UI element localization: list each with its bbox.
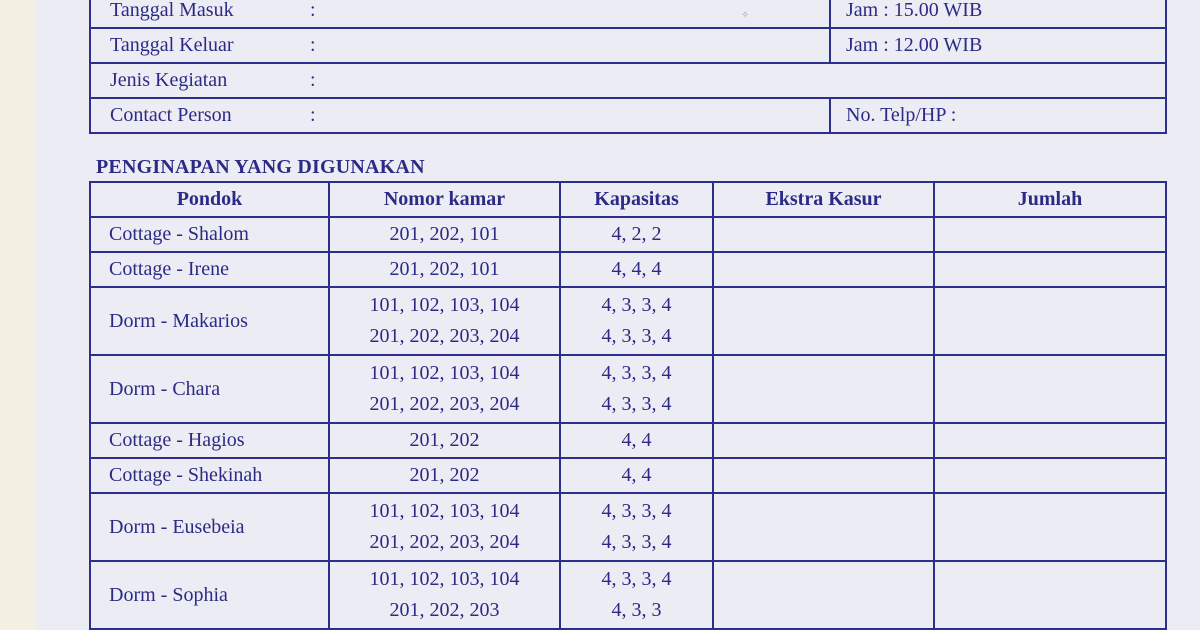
form-label: Tanggal Masuk — [110, 0, 234, 21]
kapasitas-cell — [560, 287, 713, 355]
pondok-cell: Cottage - Irene — [90, 252, 329, 287]
kamar-cell — [329, 458, 560, 493]
kamar-line: 201, 202, 203, 204 — [369, 393, 520, 415]
jumlah-cell — [934, 287, 1166, 355]
pondok-cell: Cottage - Hagios — [90, 423, 329, 458]
jumlah-cell — [934, 252, 1166, 287]
ekstra-kasur-cell — [713, 423, 934, 458]
ekstra-kasur-cell — [713, 493, 934, 561]
pondok-cell: Dorm - Sophia — [90, 561, 329, 629]
table-row — [90, 355, 1166, 423]
jumlah-cell — [934, 423, 1166, 458]
kamar-line: 201, 202, 203 — [389, 599, 500, 621]
form-right-cell: Jam : 12.00 WIB — [830, 28, 1166, 63]
pondok-cell: Dorm - Makarios — [90, 287, 329, 355]
form-separator: : — [310, 69, 316, 91]
header-kapasitas: Kapasitas — [560, 182, 713, 217]
table-row — [90, 217, 1166, 252]
table-row — [90, 493, 1166, 561]
kamar-line: 201, 202 — [409, 429, 480, 451]
kamar-cell — [329, 252, 560, 287]
ekstra-kasur-cell — [713, 561, 934, 629]
header-ekstra-kasur: Ekstra Kasur — [713, 182, 934, 217]
rooms-table — [89, 181, 1167, 630]
form-row-tanggal-masuk — [90, 0, 1166, 28]
header-jumlah: Jumlah — [934, 182, 1166, 217]
ekstra-kasur-cell — [713, 252, 934, 287]
ekstra-kasur-cell — [713, 217, 934, 252]
table-row — [90, 252, 1166, 287]
form-separator: : — [310, 104, 316, 126]
ekstra-kasur-cell — [713, 287, 934, 355]
rooms-header-row — [90, 182, 1166, 217]
kapasitas-line: 4, 3, 3, 4 — [601, 325, 672, 347]
table-row — [90, 287, 1166, 355]
kapasitas-line: 4, 3, 3 — [611, 599, 662, 621]
kamar-line: 101, 102, 103, 104 — [369, 568, 520, 590]
booking-form-table — [89, 0, 1167, 134]
kapasitas-line: 4, 4 — [621, 429, 652, 451]
form-row-tanggal-keluar — [90, 28, 1166, 63]
pondok-cell: Cottage - Shalom — [90, 217, 329, 252]
kapasitas-line: 4, 4, 4 — [611, 258, 662, 280]
kapasitas-line: 4, 3, 3, 4 — [601, 393, 672, 415]
kapasitas-cell — [560, 561, 713, 629]
form-separator: : — [310, 34, 316, 56]
section-title: PENGINAPAN YANG DIGUNAKAN — [96, 156, 425, 178]
jumlah-cell — [934, 458, 1166, 493]
kamar-line: 201, 202, 101 — [389, 223, 500, 245]
kapasitas-cell — [560, 355, 713, 423]
kamar-line: 101, 102, 103, 104 — [369, 362, 520, 384]
kamar-cell — [329, 493, 560, 561]
kapasitas-line: 4, 4 — [621, 464, 652, 486]
kapasitas-cell — [560, 493, 713, 561]
rooms-body — [90, 217, 1166, 629]
jumlah-cell — [934, 493, 1166, 561]
ekstra-kasur-cell — [713, 458, 934, 493]
ekstra-kasur-cell — [713, 355, 934, 423]
kapasitas-line: 4, 3, 3, 4 — [601, 568, 672, 590]
form-separator: : — [310, 0, 316, 21]
pondok-cell: Cottage - Shekinah — [90, 458, 329, 493]
header-nomor-kamar: Nomor kamar — [329, 182, 560, 217]
pondok-cell: Dorm - Chara — [90, 355, 329, 423]
kamar-cell — [329, 355, 560, 423]
jumlah-cell — [934, 561, 1166, 629]
kamar-line: 201, 202, 203, 204 — [369, 531, 520, 553]
kapasitas-cell — [560, 423, 713, 458]
kapasitas-line: 4, 3, 3, 4 — [601, 294, 672, 316]
header-pondok: Pondok — [90, 182, 329, 217]
kapasitas-line: 4, 2, 2 — [611, 223, 662, 245]
form-row-contact-person — [90, 98, 1166, 133]
form-right-cell: No. Telp/HP : — [830, 98, 1166, 133]
table-row — [90, 561, 1166, 629]
form-right-cell: Jam : 15.00 WIB — [830, 0, 1166, 28]
kamar-cell — [329, 287, 560, 355]
kapasitas-line: 4, 3, 3, 4 — [601, 362, 672, 384]
form-label: Jenis Kegiatan — [110, 69, 228, 91]
scan-speck: ✧ — [741, 10, 750, 21]
table-row — [90, 423, 1166, 458]
kamar-cell — [329, 561, 560, 629]
form-label: Contact Person — [110, 104, 232, 126]
kamar-line: 101, 102, 103, 104 — [369, 294, 520, 316]
kamar-line: 101, 102, 103, 104 — [369, 500, 520, 522]
kamar-line: 201, 202, 203, 204 — [369, 325, 520, 347]
kapasitas-line: 4, 3, 3, 4 — [601, 531, 672, 553]
jumlah-cell — [934, 355, 1166, 423]
pondok-cell: Dorm - Eusebeia — [90, 493, 329, 561]
form-row-jenis-kegiatan — [90, 63, 1166, 98]
kapasitas-line: 4, 3, 3, 4 — [601, 500, 672, 522]
kapasitas-cell — [560, 458, 713, 493]
kamar-cell — [329, 217, 560, 252]
table-row — [90, 458, 1166, 493]
kamar-line: 201, 202 — [409, 464, 480, 486]
jumlah-cell — [934, 217, 1166, 252]
form-label: Tanggal Keluar — [110, 34, 234, 56]
kapasitas-cell — [560, 252, 713, 287]
kamar-cell — [329, 423, 560, 458]
kapasitas-cell — [560, 217, 713, 252]
kamar-line: 201, 202, 101 — [389, 258, 500, 280]
